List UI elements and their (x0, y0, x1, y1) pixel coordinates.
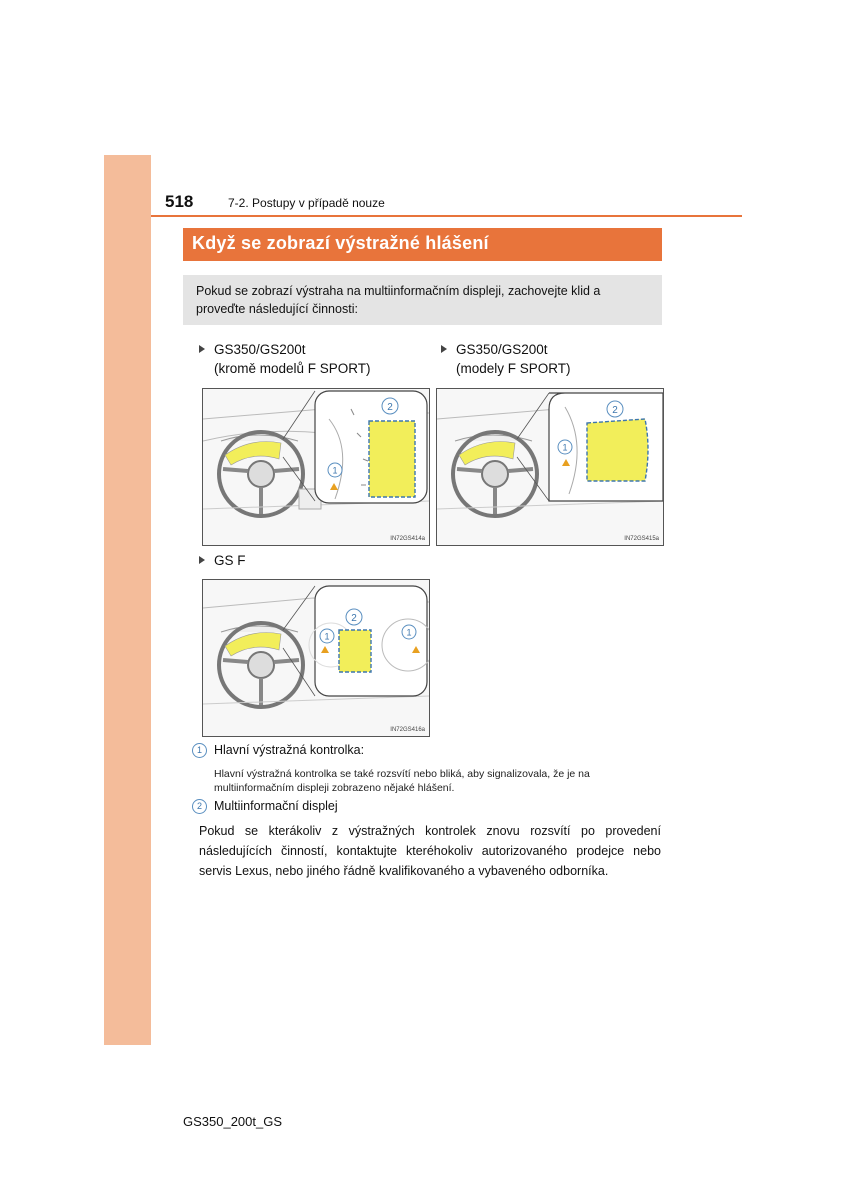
header-divider (151, 215, 742, 217)
intro-box (183, 275, 662, 325)
legend-item-2 (192, 799, 338, 814)
chapter-side-bar (104, 155, 151, 1045)
triangle-bullet-icon (441, 345, 447, 353)
figure-3-callout-1: 1 (324, 631, 330, 642)
figure-2-callout-1: 1 (562, 442, 568, 453)
intro-text: Pokud se zobrazí výstraha na multiinformačním displeji, zachovejte klid a proveďte následující činnosti: (196, 284, 601, 316)
triangle-bullet-icon (199, 556, 205, 564)
figure-3-callout-1b: 1 (406, 627, 412, 638)
figure-2-caption-line1: GS350/GS200t (456, 342, 548, 357)
figure-3-caption-line1: GS F (214, 553, 246, 568)
figure-2-callout-2: 2 (612, 405, 618, 416)
figure-1-cockpit-illustration (202, 388, 430, 546)
figure-1-callout-1: 1 (332, 465, 338, 476)
figure-1-caption-line1: GS350/GS200t (214, 342, 306, 357)
callout-circle-icon: 1 (192, 743, 207, 758)
warning-light-note: Hlavní výstražná kontrolka se také rozsvítí nebo bliká, aby signalizovala, že je na multiinformačním displeji zobrazeno nějaké hlášení. (214, 768, 590, 794)
page-number: 518 (165, 192, 194, 211)
figure-1-code: IN72GS414a (390, 536, 425, 542)
callout-circle-icon: 2 (192, 799, 207, 814)
figure-2-cockpit-illustration (436, 388, 664, 546)
figure-2-caption-line2: (modely F SPORT) (456, 361, 571, 376)
triangle-bullet-icon (199, 345, 205, 353)
legend-item-1-label: Hlavní výstražná kontrolka: (214, 743, 365, 757)
figure-1-caption (199, 340, 371, 378)
body-paragraph: Pokud se kterákoliv z výstražných kontrolek znovu rozsvítí po provedení následujících činností, kontaktujte kteréhokoliv autorizovaného prodejce nebo servis Lexus, nebo jiného řádně kvalifikovaného a vybaveného odborníka. (199, 824, 661, 878)
figure-3-cockpit-illustration (202, 579, 430, 737)
legend-item-2-label: Multiinformační displej (214, 799, 338, 813)
figure-2-code: IN72GS415a (624, 536, 659, 542)
figure-3-caption (199, 551, 246, 570)
figure-1-callout-2: 2 (387, 402, 393, 413)
legend-item-1 (192, 743, 364, 758)
figure-1-caption-line2: (kromě modelů F SPORT) (214, 361, 371, 376)
section-title: 7-2. Postupy v případě nouze (228, 196, 385, 210)
figure-3-code: IN72GS416a (390, 727, 425, 733)
figure-2-caption (441, 340, 571, 378)
title-bar (183, 228, 662, 261)
page-title: Když se zobrazí výstražné hlášení (192, 233, 489, 253)
figure-3-callout-2: 2 (351, 613, 357, 624)
footer-model-code: GS350_200t_GS (183, 1114, 283, 1129)
